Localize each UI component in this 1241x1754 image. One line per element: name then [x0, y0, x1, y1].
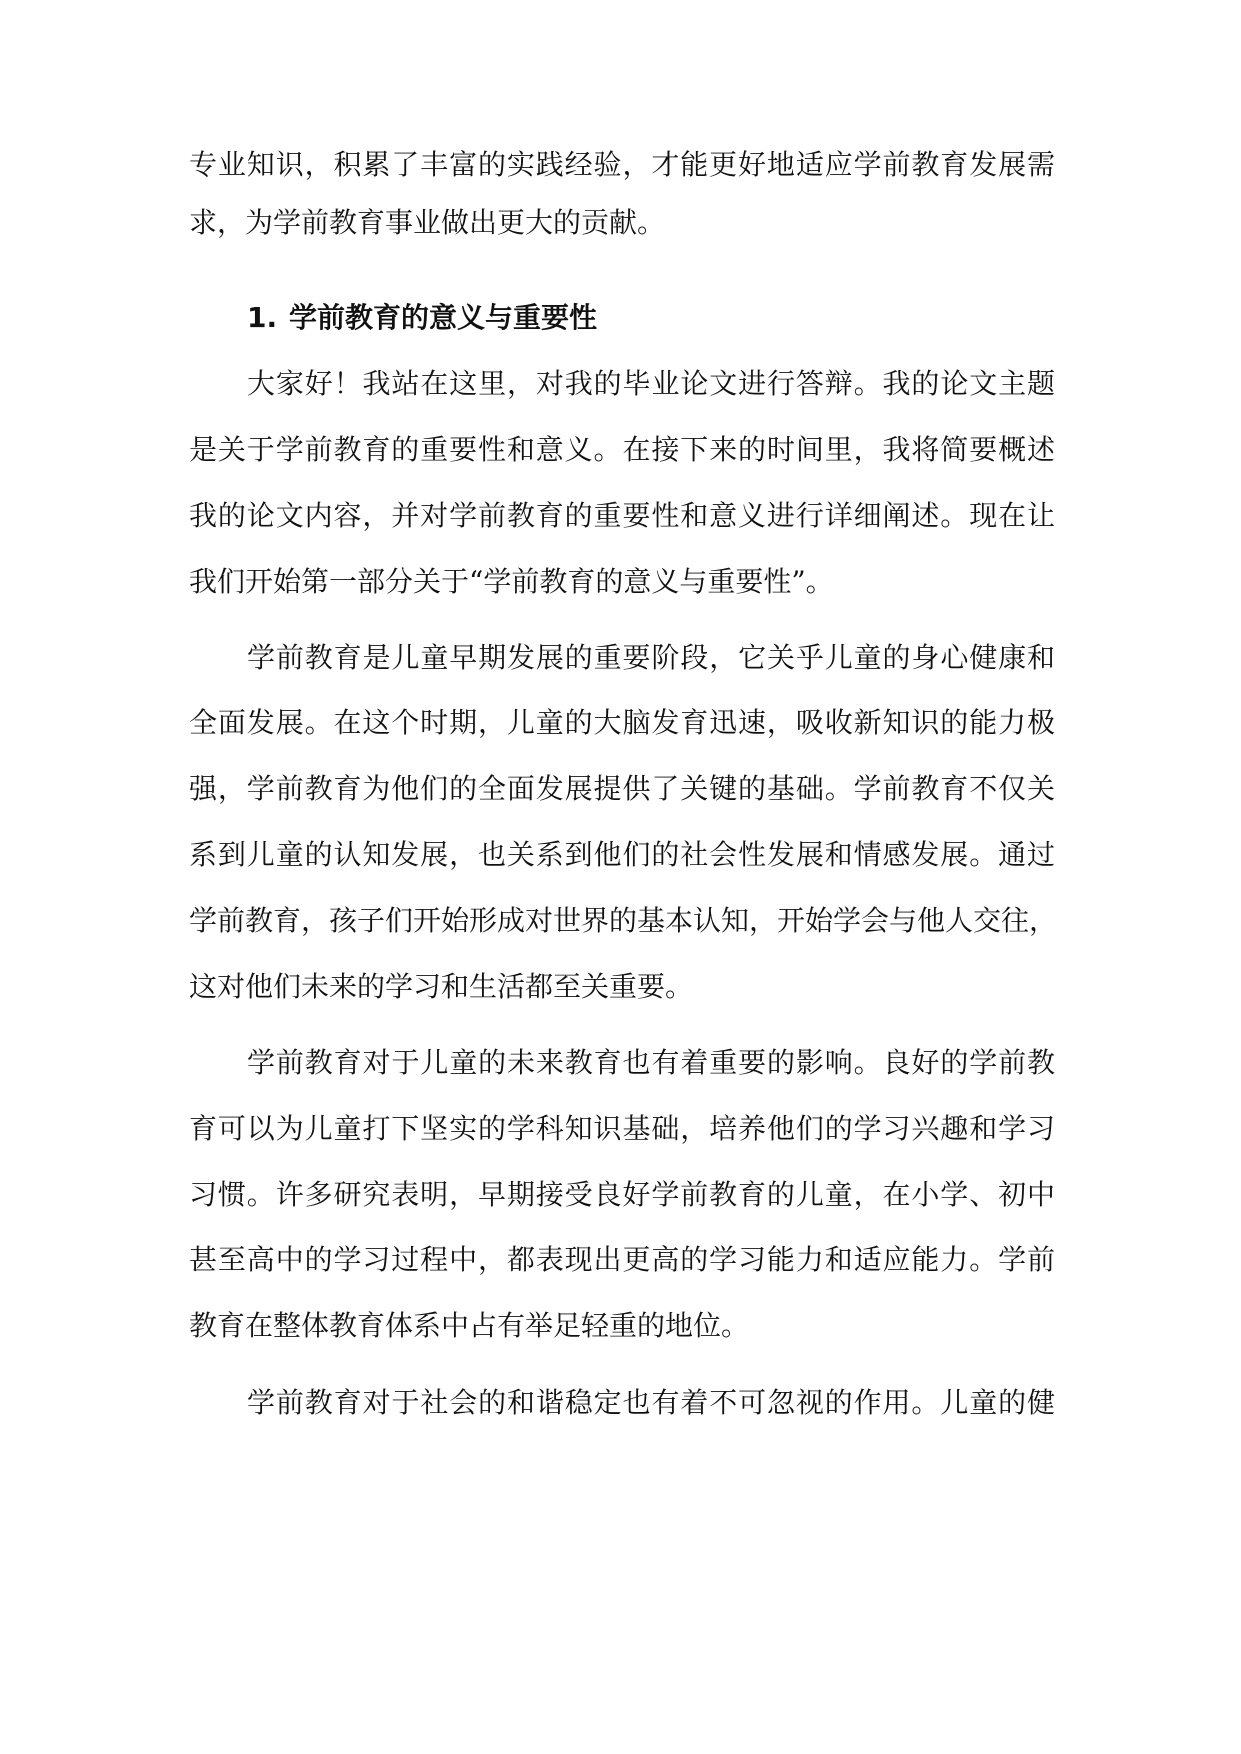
paragraph-line: 习惯。许多研究表明，早期接受良好学前教育的儿童，在小学、初中: [189, 1178, 1055, 1211]
paragraph-line: 大家好！我站在这里，对我的毕业论文进行答辩。我的论文主题: [247, 367, 1055, 400]
paragraph-line: 甚至高中的学习过程中，都表现出更高的学习能力和适应能力。学前: [189, 1243, 1055, 1276]
text-line-2: 求，为学前教育事业做出更大的贡献。: [189, 206, 666, 239]
paragraph-line: 教育在整体教育体系中占有举足轻重的地位。: [189, 1309, 750, 1342]
text-line-1: 专业知识，积累了丰富的实践经验，才能更好地适应学前教育发展需: [189, 148, 1055, 181]
paragraph-line: 学前教育，孩子们开始形成对世界的基本认知，开始学会与他人交往，: [189, 904, 1058, 937]
paragraph-line: 是关于学前教育的重要性和意义。在接下来的时间里，我将简要概述: [189, 433, 1055, 466]
paragraph-line: 我的论文内容，并对学前教育的重要性和意义进行详细阐述。现在让: [189, 499, 1055, 532]
paragraph-line: 学前教育对于儿童的未来教育也有着重要的影响。良好的学前教: [247, 1046, 1055, 1079]
section-number: 1.: [247, 301, 278, 334]
section-heading: [247, 298, 597, 338]
paragraph-line: 系到儿童的认知发展，也关系到他们的社会性发展和情感发展。通过: [189, 838, 1055, 871]
paragraph-line: 这对他们未来的学习和生活都至关重要。: [189, 970, 694, 1003]
paragraph-line: 学前教育是儿童早期发展的重要阶段，它关乎儿童的身心健康和: [247, 641, 1055, 674]
paragraph-line: 全面发展。在这个时期，儿童的大脑发育迅速，吸收新知识的能力极: [189, 706, 1055, 739]
section-title: 学前教育的意义与重要性: [289, 301, 598, 334]
paragraph-line: 强，学前教育为他们的全面发展提供了关键的基础。学前教育不仅关: [189, 772, 1055, 805]
paragraph-line: 我们开始第一部分关于“学前教育的意义与重要性”。: [189, 565, 834, 598]
paragraph-line: 学前教育对于社会的和谐稳定也有着不可忽视的作用。儿童的健: [247, 1386, 1055, 1419]
paragraph-line: 育可以为儿童打下坚实的学科知识基础，培养他们的学习兴趣和学习: [189, 1112, 1055, 1145]
